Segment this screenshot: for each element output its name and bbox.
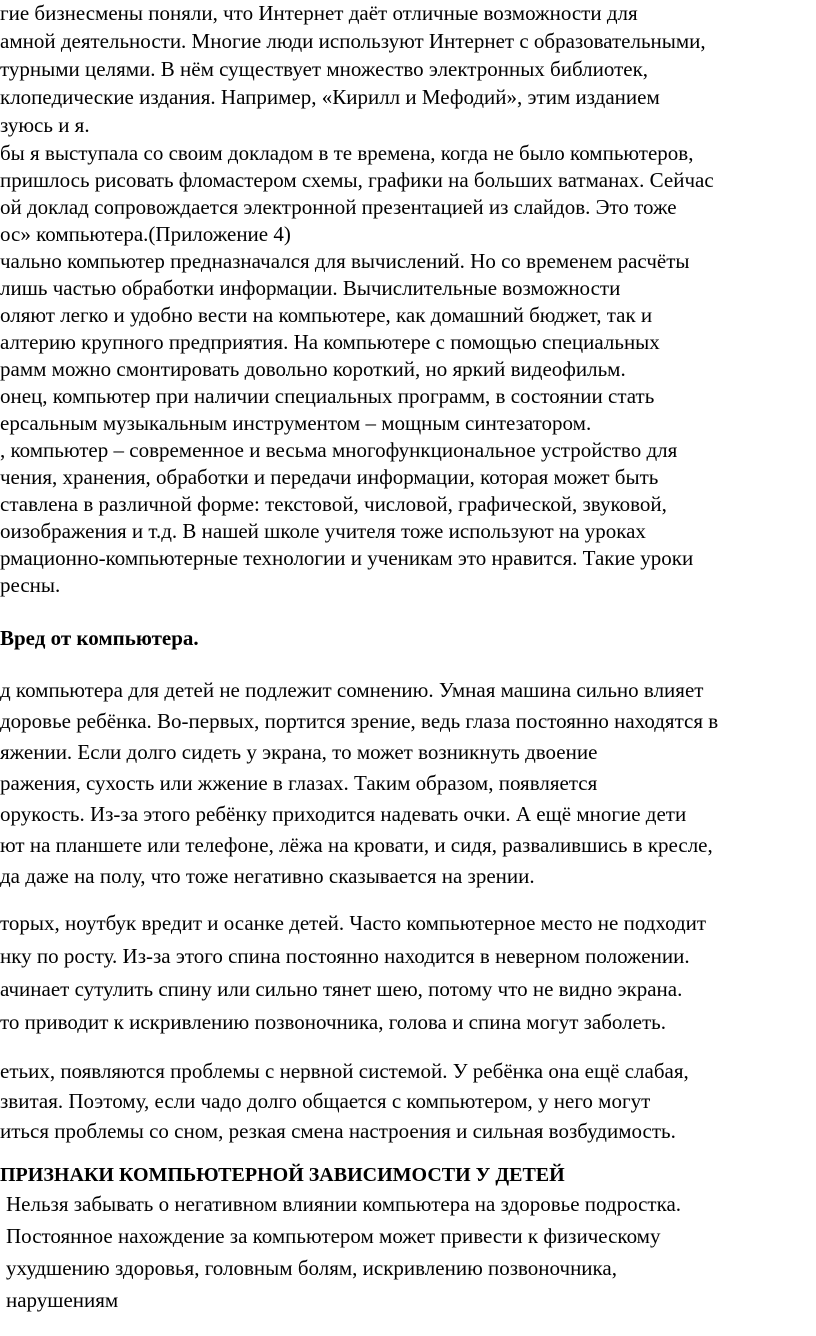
text-line: ой доклад сопровождается электронной презентацией из слайдов. Это тоже — [0, 195, 677, 219]
section-heading: Вред от компьютера. — [0, 626, 199, 650]
text-line: лишь частью обработки информации. Вычислительные возможности — [0, 276, 621, 300]
text-line: ерсальным музыкальным инструментом – мощным синтезатором. — [0, 411, 592, 435]
text-line: пришлось рисовать фломастером схемы, графики на больших ватманах. Сейчас — [0, 168, 714, 192]
text-line: яжении. Если долго сидеть у экрана, то может возникнуть двоение — [0, 740, 598, 764]
text-line: етьих, появляются проблемы с нервной системой. У ребёнка она ещё слабая, — [0, 1059, 689, 1083]
text-line: нку по росту. Из-за этого спина постоянно находится в неверном положении. — [0, 944, 690, 968]
text-line: бы я выступала со своим докладом в те времена, когда не было компьютеров, — [0, 141, 694, 165]
text-line: ачинает сутулить спину или сильно тянет шею, потому что не видно экрана. — [0, 977, 683, 1001]
text-line: да даже на полу, что тоже негативно сказывается на зрении. — [0, 864, 535, 888]
text-line: клопедические издания. Например, «Кирилл и Мефодий», этим изданием — [0, 85, 660, 109]
text-line: ухудшению здоровья, головным болям, искривлению позвоночника, — [6, 1256, 617, 1280]
text-line: доровье ребёнка. Во-первых, портится зрение, ведь глаза постоянно находятся в — [0, 709, 719, 733]
text-line: оляют легко и удобно вести на компьютере, как домашний бюджет, так и — [0, 303, 653, 327]
text-line: то приводит к искривлению позвоночника, голова и спина могут заболеть. — [0, 1010, 666, 1034]
text-line: гие бизнесмены поняли, что Интернет даёт отличные возможности для — [0, 1, 638, 25]
text-line: турными целями. В нём существует множество электронных библиотек, — [0, 57, 649, 81]
text-line: алтерию крупного предприятия. На компьютере с помощью специальных — [0, 330, 660, 354]
text-line: торых, ноутбук вредит и осанке детей. Часто компьютерное место не подходит — [0, 911, 707, 935]
text-line: зуюсь и я. — [0, 113, 90, 137]
text-line: ос» компьютера.(Приложение 4) — [0, 222, 291, 246]
text-line: рмационно-компьютерные технологии и ученикам это нравится. Такие уроки — [0, 546, 694, 570]
text-line: звитая. Поэтому, если чадо долго общается с компьютером, у него могут — [0, 1089, 651, 1113]
subsection-heading: ПРИЗНАКИ КОМПЬЮТЕРНОЙ ЗАВИСИМОСТИ У ДЕТЕЙ — [0, 1164, 565, 1186]
text-line: рамм можно смонтировать довольно короткий, но яркий видеофильм. — [0, 357, 626, 381]
text-line: ражения, сухость или жжение в глазах. Таким образом, появляется — [0, 771, 598, 795]
text-line: Нельзя забывать о негативном влиянии компьютера на здоровье подростка. — [6, 1192, 682, 1216]
text-line: , компьютер – современное и весьма многофункциональное устройство для — [0, 438, 678, 462]
text-line: д компьютера для детей не подлежит сомнению. Умная машина сильно влияет — [0, 678, 704, 702]
text-line: нарушениям — [6, 1288, 119, 1312]
text-line: чально компьютер предназначался для вычислений. Но со временем расчёты — [0, 249, 690, 273]
text-line: оизображения и т.д. В нашей школе учителя тоже используют на уроках — [0, 519, 646, 543]
text-line: иться проблемы со сном, резкая смена настроения и сильная возбудимость. — [0, 1119, 676, 1143]
text-line: ставлена в различной форме: текстовой, числовой, графической, звуковой, — [0, 492, 667, 516]
text-line: амной деятельности. Многие люди используют Интернет с образовательными, — [0, 29, 706, 53]
text-line: чения, хранения, обработки и передачи информации, которая может быть — [0, 465, 659, 489]
text-line: Постоянное нахождение за компьютером может привести к физическому — [6, 1224, 661, 1248]
text-line: орукость. Из-за этого ребёнку приходится надевать очки. А ещё многие дети — [0, 802, 687, 826]
text-line: ресны. — [0, 573, 61, 597]
text-line: онец, компьютер при наличии специальных программ, в состоянии стать — [0, 384, 655, 408]
text-line: ют на планшете или телефоне, лёжа на кровати, и сидя, развалившись в кресле, — [0, 833, 713, 857]
